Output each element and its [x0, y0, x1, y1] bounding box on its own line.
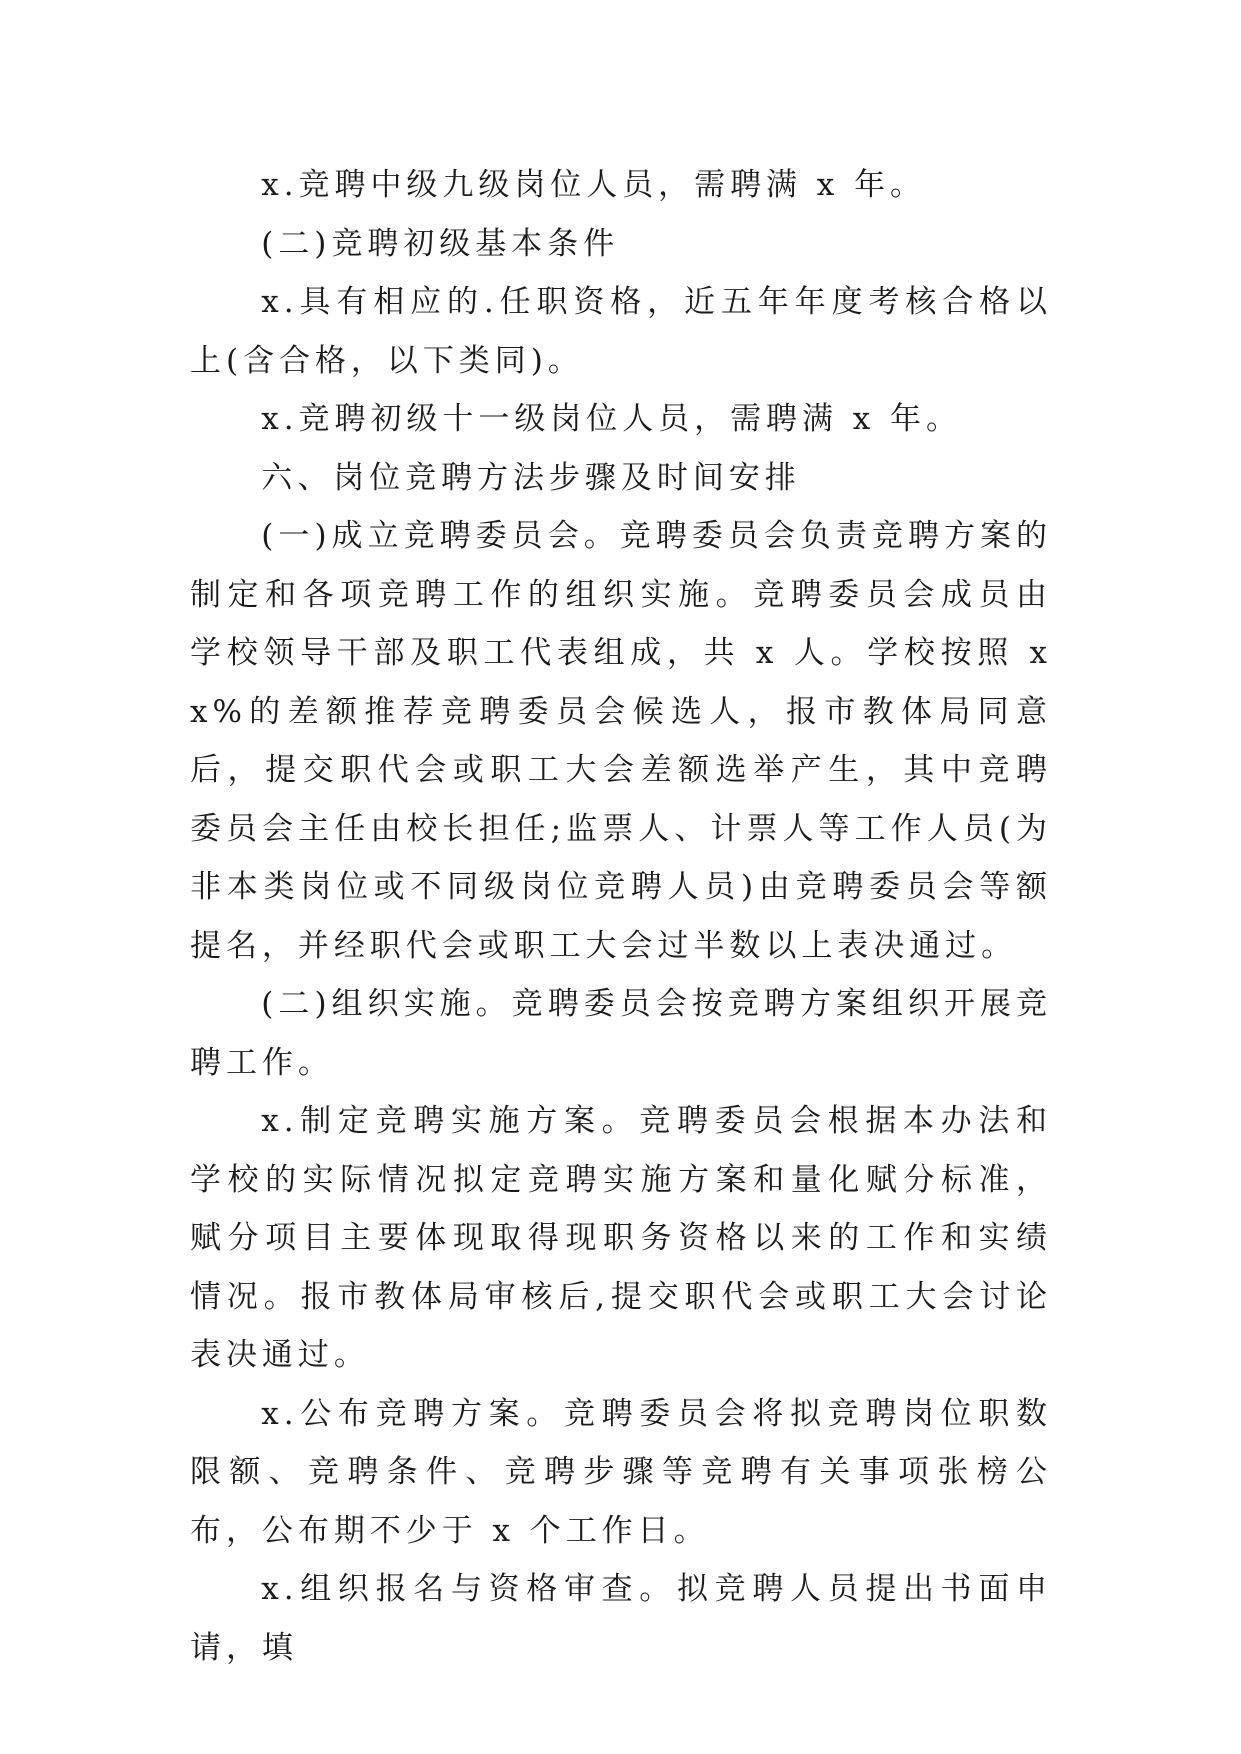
heading-junior-basic-conditions: (二)竞聘初级基本条件	[261, 225, 620, 262]
paragraph-mid-level-ninth-grade-tenure: x.竞聘中级九级岗位人员，需聘满 x 年。	[261, 167, 926, 203]
paragraph-publish-plan: x.公布竞聘方案。竞聘委员会将拟竞聘岗位职数限额、竞聘条件、竞聘步骤等竞聘有关事项张榜公布，公布期不少于 x 个工作日。	[190, 1395, 1052, 1549]
paragraph-qualification-requirement: x.具有相应的.任职资格，近五年年度考核合格以上(含合格，以下类同)。	[190, 284, 1052, 379]
paragraph-junior-eleventh-grade-tenure: x.竞聘初级十一级岗位人员，需聘满 x 年。	[261, 401, 962, 437]
paragraph-establish-committee: (一)成立竞聘委员会。竞聘委员会负责竞聘方案的制定和各项竞聘工作的组织实施。竞聘委员会成员由学校领导干部及职工代表组成，共 x 人。学校按照 xx%的差额推荐竞聘委员会候选人，报市教体局同意后，提交职代会或职工大会差额选举产生，其中竞聘委员会主任由校长担任;监票人、计票人等工作人员(为非本类岗位或不同级岗位竞聘人员)由竞聘委员会等额提名，并经职代会或职工大会过半数以上表决通过。	[190, 518, 1052, 964]
paragraph-organize-implementation: (二)组织实施。竞聘委员会按竞聘方案组织开展竞聘工作。	[190, 986, 1052, 1081]
heading-section-six-procedure: 六、岗位竞聘方法步骤及时间安排	[261, 459, 801, 496]
paragraph-registration-review: x.组织报名与资格审查。拟竞聘人员提出书面申请，填	[190, 1571, 1052, 1666]
paragraph-formulate-plan: x.制定竞聘实施方案。竞聘委员会根据本办法和学校的实际情况拟定竞聘实施方案和量化赋分标准，赋分项目主要体现取得现职务资格以来的工作和实绩情况。报市教体局审核后,提交职代会或职工大会讨论表决通过。	[190, 1103, 1052, 1373]
document-body	[190, 156, 1052, 1677]
